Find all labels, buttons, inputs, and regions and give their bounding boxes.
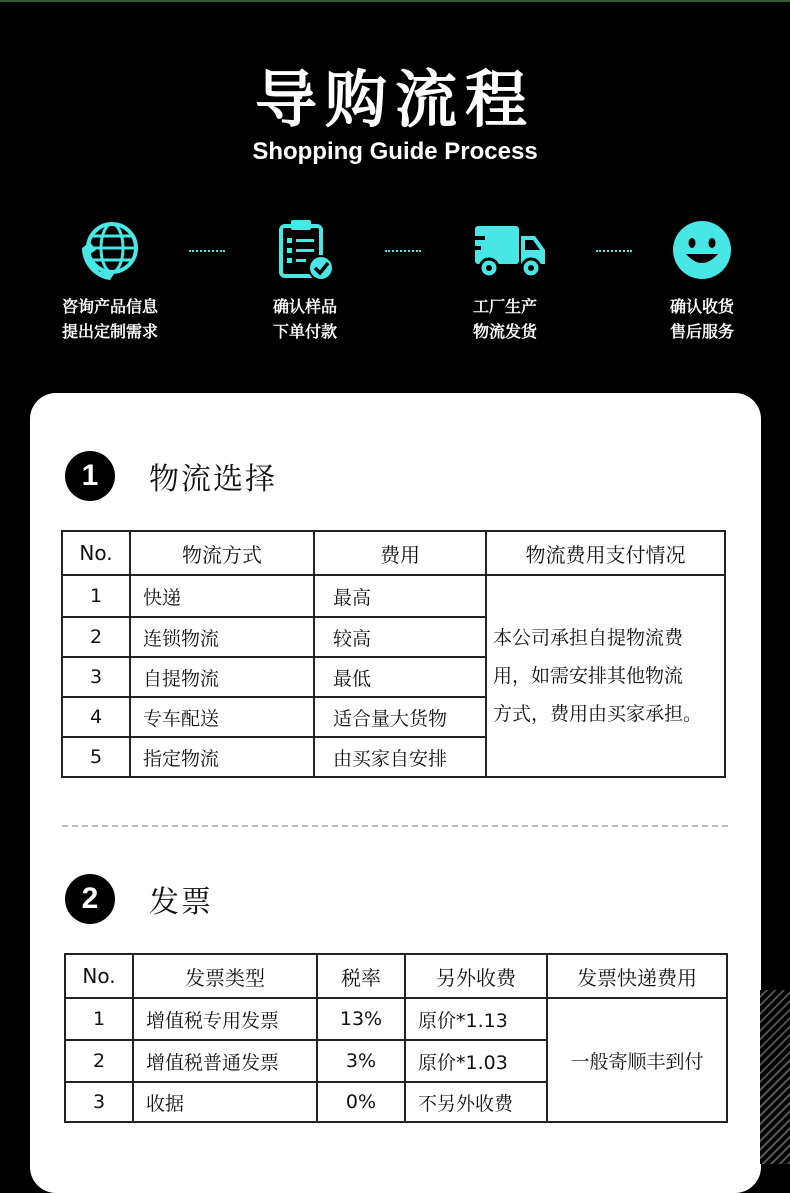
- payment-note-line: 用，如需安排其他物流: [493, 665, 684, 687]
- page-title: 导购流程: [254, 63, 535, 136]
- row-number: 5: [62, 737, 130, 777]
- column-header: 发票类型: [133, 954, 317, 998]
- table-row: [62, 575, 725, 617]
- invoice-type: 增值税专用发票: [133, 998, 317, 1040]
- section-title: 发票: [149, 885, 213, 920]
- logistics-section-header: [65, 451, 277, 501]
- invoice-section-header: [65, 874, 213, 924]
- delivery-truck-icon: [463, 218, 547, 282]
- smiley-face-icon: [670, 218, 734, 282]
- row-number: 3: [65, 1082, 133, 1122]
- logistics-cost: 适合量大货物: [314, 697, 486, 737]
- logistics-method: 快递: [130, 575, 314, 617]
- step-label-line2: 物流发货: [472, 322, 537, 341]
- row-number: 3: [62, 657, 130, 697]
- row-number: 1: [62, 575, 130, 617]
- decorative-stripes: [760, 990, 790, 1164]
- step-label-line1: 确认样品: [272, 297, 337, 316]
- extra-charge: 原价*1.03: [405, 1040, 547, 1082]
- step-confirm-sample: [215, 218, 395, 344]
- tax-rate: 13%: [317, 998, 405, 1040]
- logistics-cost: 较高: [314, 617, 486, 657]
- invoice-type: 收据: [133, 1082, 317, 1122]
- payment-note: [486, 575, 725, 777]
- row-number: 1: [65, 998, 133, 1040]
- table-header-row: [62, 531, 725, 575]
- extra-charge: 原价*1.13: [405, 998, 547, 1040]
- logistics-method: 连锁物流: [130, 617, 314, 657]
- logistics-cost: 最低: [314, 657, 486, 697]
- table-header-row: [65, 954, 727, 998]
- logistics-method: 自提物流: [130, 657, 314, 697]
- logistics-method: 指定物流: [130, 737, 314, 777]
- tax-rate: 3%: [317, 1040, 405, 1082]
- section-number-badge: 2: [65, 874, 115, 924]
- tax-rate: 0%: [317, 1082, 405, 1122]
- section-number-badge: 1: [65, 451, 115, 501]
- section-divider: [62, 825, 728, 827]
- invoice-shipping: 一般寄顺丰到付: [547, 998, 727, 1122]
- row-number: 4: [62, 697, 130, 737]
- step-after-sales: [612, 218, 790, 344]
- step-label-line1: 工厂生产: [472, 297, 537, 316]
- logistics-table: [61, 530, 726, 778]
- row-number: 2: [62, 617, 130, 657]
- payment-note-line: 本公司承担自提物流费: [493, 627, 684, 649]
- clipboard-check-icon: [273, 218, 337, 282]
- column-header: No.: [65, 954, 133, 998]
- invoice-type: 增值税普通发票: [133, 1040, 317, 1082]
- column-header: 物流方式: [130, 531, 314, 575]
- column-header: No.: [62, 531, 130, 575]
- page-subtitle: Shopping Guide Process: [252, 138, 538, 165]
- step-label-line2: 下单付款: [272, 322, 337, 341]
- column-header: 物流费用支付情况: [486, 531, 725, 575]
- logistics-method: 专车配送: [130, 697, 314, 737]
- globe-phone-icon: [78, 218, 142, 282]
- step-label-line1: 确认收货: [669, 297, 734, 316]
- section-title: 物流选择: [149, 462, 277, 497]
- top-accent-line: [0, 0, 790, 2]
- payment-note-line: 方式，费用由买家承担。: [493, 703, 703, 725]
- column-header: 税率: [317, 954, 405, 998]
- column-header: 费用: [314, 531, 486, 575]
- column-header: 发票快递费用: [547, 954, 727, 998]
- step-consult: [20, 218, 200, 344]
- step-label-line2: 售后服务: [669, 322, 734, 341]
- table-row: [65, 998, 727, 1040]
- column-header: 另外收费: [405, 954, 547, 998]
- logistics-cost: 由买家自安排: [314, 737, 486, 777]
- logistics-cost: 最高: [314, 575, 486, 617]
- step-label-line1: 咨询产品信息: [61, 297, 158, 316]
- extra-charge: 不另外收费: [405, 1082, 547, 1122]
- invoice-table: [64, 953, 728, 1123]
- step-production: [415, 218, 595, 344]
- row-number: 2: [65, 1040, 133, 1082]
- step-label-line2: 提出定制需求: [61, 322, 158, 341]
- content-card: [30, 393, 761, 1193]
